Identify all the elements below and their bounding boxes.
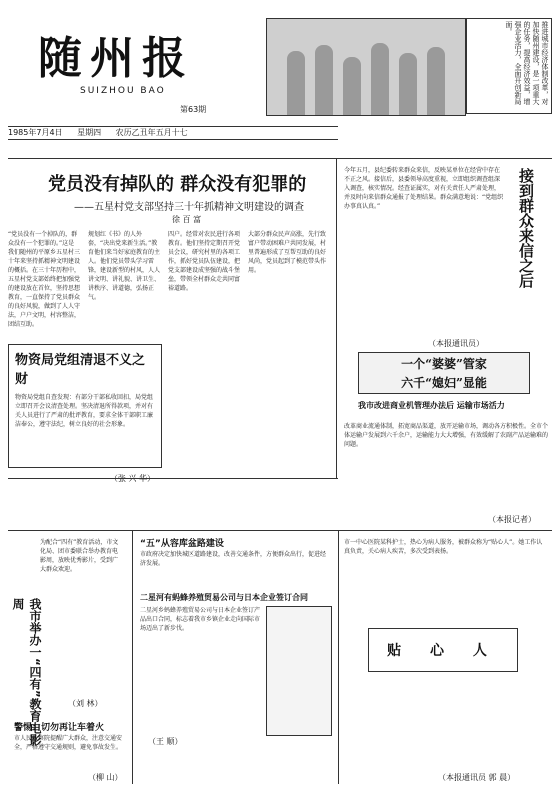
lead-col-2: 规划红《书》的人外套，“决出党来新生活。”教育他们来当好家庭教育的主人。他们党员带头学习雷锋，建设新型的村风，人人讲文明、讲礼貌、讲卫生、讲秩序、讲道德，弘扬正气。 [88, 231, 160, 301]
tie-line-2: 六千“媳妇”显能 [401, 376, 487, 390]
column-rule [338, 530, 339, 784]
photo-figure [399, 53, 417, 115]
mid-bottom-title: “五”从容库盆路建设 [140, 539, 224, 549]
box-story-body: 物资局党组自查发现：有部分干部私收回扣，局党组立即召开会议清查处理。坚决清退所得款项，并对有关人员进行了严肃的批评教育，要求全体干部职工廉洁奉公，遵守法纪，树立良好的社会形象。 [15, 394, 154, 428]
date: 1985年7月4日 [8, 128, 63, 137]
box-story-title: 物资局党组清退不义之财 [15, 353, 146, 387]
bottom-left-body: 为配合“四有”教育活动，市文化局、团市委联合举办教育电影周，放映优秀影片，受到广大群众欢迎。 [40, 539, 119, 573]
tie-box-source: （本报记者） [488, 515, 536, 524]
right-story-body: 今年五月，县纪委转来群众来信，反映某单位在经营中存在不正之风。接信后，县委领导高度重视，立即组织调查组深入调查，核实情况。经查证属实，对有关责任人严肃处理，并及时向来信群众通报了处理结果。群众满意地说：“党组织办事真认真。” [344, 167, 504, 210]
lead-subhead: ——五星村党支部坚持三十年抓精神文明建设的调查 [74, 202, 304, 213]
lunar-date: 农历乙丑年五月十七 [115, 128, 188, 137]
bottom-left-2-source: （柳 山） [88, 773, 123, 782]
bottom-left-2-body: 市人民检察院提醒广大群众，注意交通安全，严格遵守交通规则，避免事故发生。 [14, 735, 123, 751]
masthead-title: 随州报 [38, 33, 194, 84]
tie-line-1: 一个“婆婆”管家 [401, 357, 487, 371]
tie-box-headline [358, 352, 530, 394]
bottom-right-source: （本报通讯员 郭 晨） [438, 773, 516, 782]
right-story-title: 接到群众来信之后 [517, 168, 535, 288]
mid-bottom-body-2: 二星河乡蚂蜂养殖贸易公司与日本企业签订产品出口合同，标志着我市乡镇企业走向国际市场迈出了新步伐。 [140, 607, 260, 632]
masthead-english: SUIZHOU BAO [80, 86, 166, 96]
column-rule [336, 158, 337, 478]
mid-bottom-ad-box [266, 606, 332, 736]
column-rule [132, 530, 133, 784]
lead-author: 徐 百 富 [172, 215, 202, 224]
quote-box: 推进城市经济体制改革，对加快随州建设，是一项重大的任务，提高经济效益，增强企业活力，全面开创新局面。 [466, 18, 552, 114]
bottom-right-body: 市一中心医院某科护士，热心为病人服务，被群众称为“贴心人”。她工作认真负责，关心病人疾苦，多次受到表扬。 [344, 539, 543, 555]
mid-bottom-title-2: 二星河有蚂蜂养殖贸易公司与日本企业签订合同 [140, 593, 308, 602]
lead-headline: 党员没有掉队的 群众没有犯罪的 [48, 174, 307, 195]
bottom-left-source: （刘 林） [68, 699, 103, 708]
tie-box-subhead: 我市改进商业机管理办法后 运输市场活力 [358, 401, 505, 410]
lead-col-3: 四户。经常对农民进行各项教育。他们坚持定期召开党员会议，研究村里的各项工作，抓好党员队伍建设，把党支部建设成坚强的战斗堡垒，带领全村群众走共同富裕道路。 [168, 231, 240, 292]
box-story [8, 344, 162, 468]
bottom-right-title: 贴 心 人 [368, 628, 518, 672]
lead-col-1: “党员没有一个掉队的，群众没有一个犯罪的。”这是我们随州的平原乡五星村三十年来坚持抓精神文明建设的概括。在三十年历程中，五星村党支部始终把加强党的建设放在首位，坚持思想教育，一直保持了党员群众的良好风貌，做到了人人守法，户户文明，村容整洁，团结互助。 [8, 231, 80, 328]
photo-figure [343, 57, 361, 115]
divider [8, 158, 552, 159]
divider [8, 478, 338, 479]
masthead-photo [266, 18, 466, 116]
photo-figure [287, 51, 305, 115]
photo-figure [427, 47, 445, 115]
bottom-left-title: 我市举办一“四有”教育电影周 [11, 598, 42, 746]
divider [8, 530, 552, 531]
newspaper-page [8, 8, 552, 784]
photo-figure [371, 43, 389, 115]
mid-bottom-body: 市政府决定加快城区道路建设，改善交通条件，方便群众出行，促进经济发展。 [140, 551, 327, 567]
issue-number: 第63期 [180, 105, 207, 114]
mid-bottom-source: （王 顺） [148, 737, 183, 746]
lead-col-4: 大部分群众民声高涨，先行致富户带动困难户共同发展，村里普遍形成了互帮互助的良好风尚，党员起到了模范带头作用。 [248, 231, 327, 274]
dateline [8, 126, 338, 140]
right-story-source: （本报通讯员） [428, 339, 484, 348]
photo-figure [315, 45, 333, 115]
bottom-left-2-title: 警惕：切勿再让车着火 [14, 723, 105, 733]
weekday: 星期四 [77, 128, 102, 137]
tie-box-body: 改革商业流通体制，拓宽商品渠道，放开运输市场，调动各方积极性。全市个体运输户发展到六千余户，运输能力大大增强，有效缓解了农副产品运输难的问题。 [344, 423, 548, 448]
